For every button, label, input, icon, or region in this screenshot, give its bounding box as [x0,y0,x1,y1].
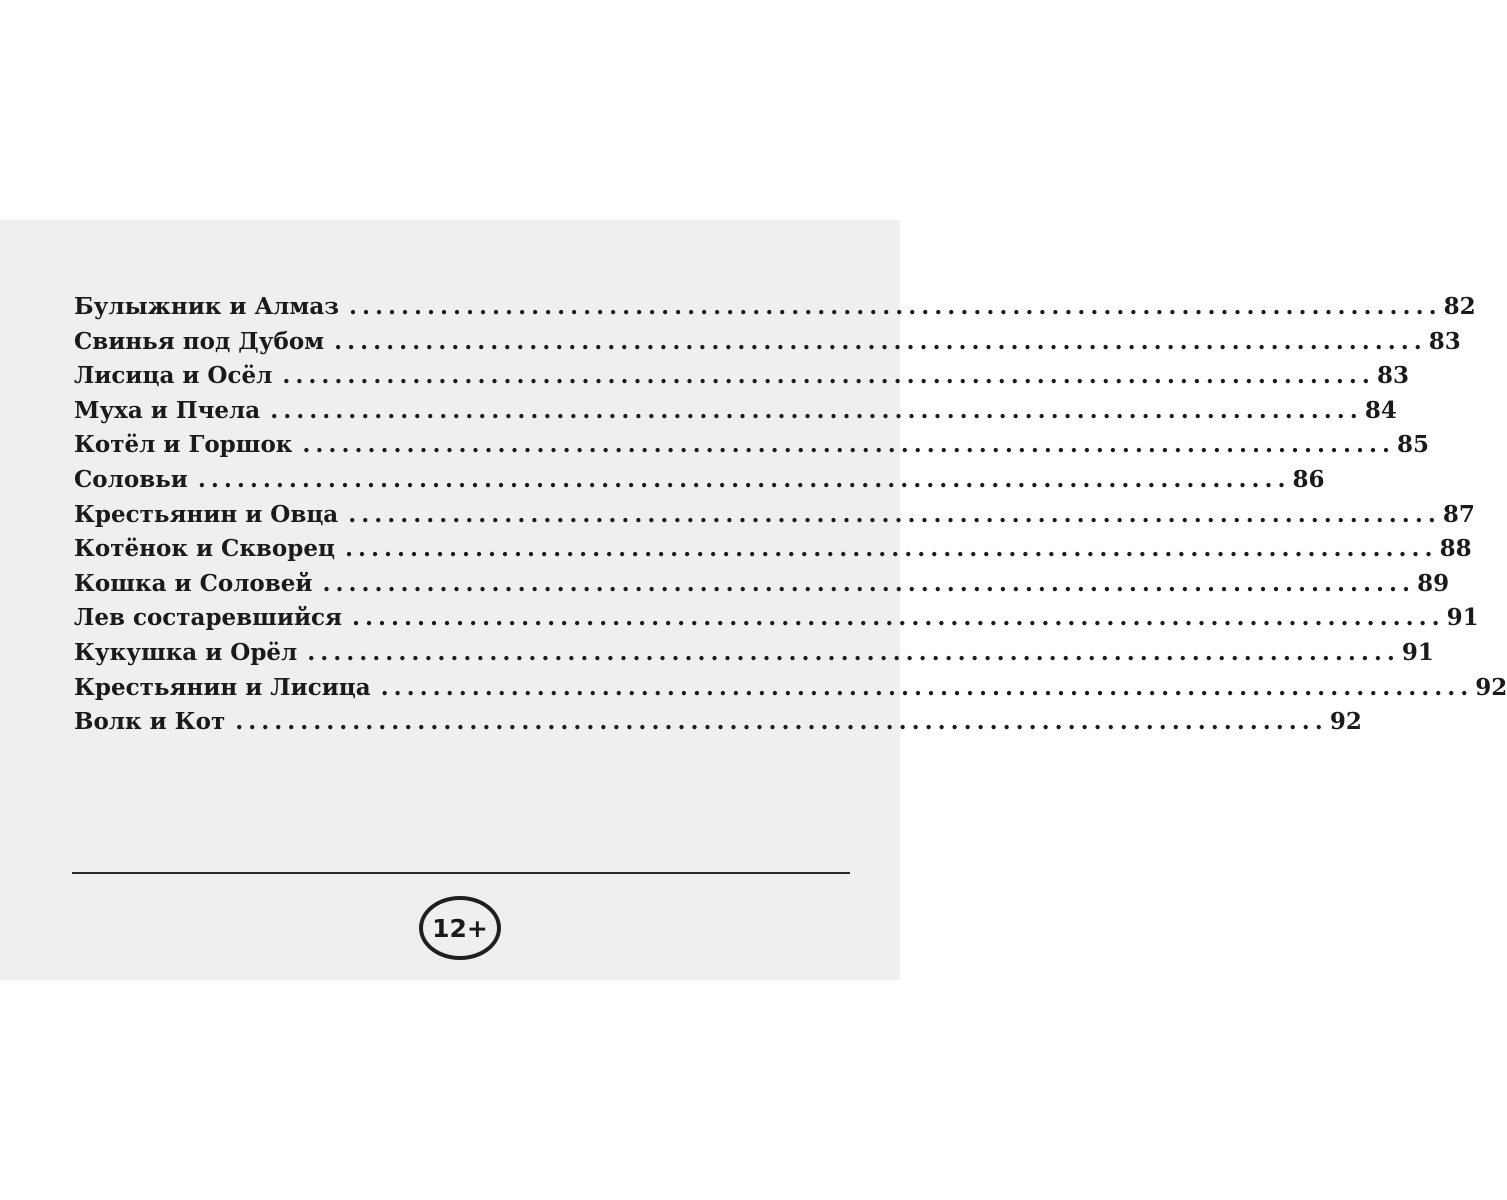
toc-leader-dots: .................................................................................... [380,673,1474,701]
table-of-contents [74,290,1507,740]
age-rating-label: 12+ [432,913,488,943]
toc-entry-page: 87 [1442,500,1475,528]
toc-entry [74,498,1475,533]
toc-entry [74,428,1430,463]
toc-entry-page: 83 [1428,327,1461,355]
toc-entry [74,463,1325,498]
toc-leader-dots: .................................................................................... [235,708,1328,736]
toc-entry [74,567,1450,602]
toc-entry [74,705,1362,740]
toc-entry-title: Булыжник и Алмаз [74,293,339,320]
toc-leader-dots: .................................................................................... [344,535,1438,563]
toc-entry-page: 83 [1376,362,1409,390]
toc-entry-page: 91 [1401,638,1434,666]
toc-entry-title: Волк и Кот [74,708,226,736]
toc-leader-dots: .................................................................................... [352,604,1445,632]
toc-entry-page: 88 [1439,535,1472,563]
toc-entry-page: 84 [1364,396,1397,424]
toc-entry-page: 86 [1292,465,1325,493]
page-divider [72,872,850,874]
toc-entry-title: Кошка и Соловей [74,569,313,597]
age-rating-badge [419,896,501,960]
toc-leader-dots: .................................................................................... [197,465,1291,493]
toc-entry-title: Свинья под Дубом [74,327,325,355]
toc-leader-dots: .................................................................................... [348,293,1442,320]
toc-entry-title: Котёнок и Скворец [74,535,335,563]
toc-leader-dots: .................................................................................... [322,569,1416,597]
toc-entry-page: 91 [1446,604,1479,632]
toc-leader-dots: .................................................................................... [270,396,1363,424]
toc-entry [74,325,1461,360]
toc-entry-title: Кукушка и Орёл [74,638,298,666]
toc-leader-dots: .................................................................................... [307,638,1400,666]
toc-entry [74,671,1507,706]
toc-entry-title: Крестьянин и Овца [74,500,339,528]
toc-leader-dots: .................................................................................... [302,431,1396,459]
toc-entry-page: 92 [1475,673,1507,701]
toc-entry-title: Лев состаревшийся [74,604,342,632]
toc-entry-title: Котёл и Горшок [74,431,293,459]
toc-entry [74,636,1434,671]
toc-entry [74,290,1476,325]
toc-entry [74,601,1479,636]
toc-entry-page: 89 [1417,569,1450,597]
toc-leader-dots: .................................................................................... [282,362,1375,390]
toc-entry-page: 92 [1329,708,1362,736]
toc-entry-title: Крестьянин и Лисица [74,673,371,701]
toc-entry-title: Муха и Пчела [74,396,261,424]
toc-leader-dots: .................................................................................... [348,500,1441,528]
toc-entry-title: Лисица и Осёл [74,362,273,390]
toc-entry-title: Соловьи [74,465,188,493]
toc-entry-page: 85 [1397,431,1430,459]
toc-entry [74,532,1472,567]
toc-entry [74,394,1397,429]
toc-entry-page: 82 [1443,293,1476,320]
toc-leader-dots: .................................................................................... [334,327,1427,355]
toc-entry [74,359,1409,394]
